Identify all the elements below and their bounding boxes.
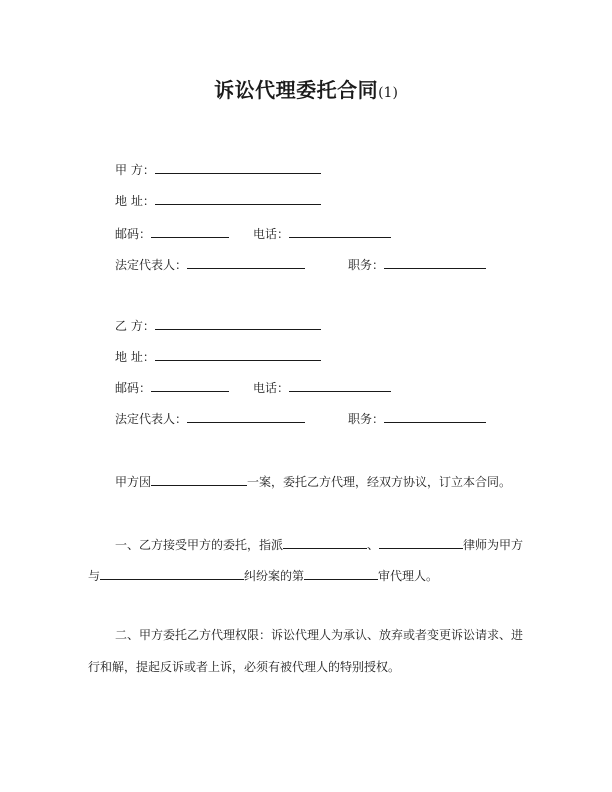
clause-1-line-1-suffix: 律师为甲方 — [463, 538, 524, 552]
party-b-phone-row — [253, 378, 391, 396]
opposing-party-blank[interactable] — [100, 566, 244, 580]
party-b-postcode-row — [115, 378, 229, 396]
party-b-postcode-blank[interactable] — [151, 378, 229, 392]
clause-1-line-2-prefix: 与 — [88, 569, 101, 583]
party-b-legal-rep-row — [115, 409, 305, 427]
party-a-address-row — [115, 191, 321, 209]
clause-2-line-2: 行和解，提起反诉或者上诉，必须有被代理人的特别授权。 — [88, 660, 401, 674]
party-b-address-row — [115, 347, 321, 365]
party-a-position-row — [348, 255, 486, 273]
party-b-phone-blank[interactable] — [289, 378, 391, 392]
party-a-legal-rep-row — [115, 255, 305, 273]
document-title — [0, 74, 612, 103]
party-a-address-label: 地 址： — [115, 194, 155, 208]
intro-prefix: 甲方因 — [115, 475, 152, 489]
party-a-position-blank[interactable] — [384, 255, 486, 269]
party-a-phone-blank[interactable] — [289, 224, 391, 238]
party-a-position-label: 职务： — [348, 258, 385, 272]
party-a-postcode-label: 邮码： — [115, 227, 152, 241]
clause-1-line-1 — [115, 535, 523, 553]
intro-suffix: 一案，委托乙方代理，经双方协议，订立本合同。 — [247, 475, 512, 489]
party-b-name-blank[interactable] — [155, 316, 321, 330]
clause-1-prefix: 一、乙方接受甲方的委托，指派 — [115, 538, 284, 552]
clause-1-separator: 、 — [367, 538, 380, 552]
clause-1-line-2 — [88, 566, 438, 584]
party-a-legal-rep-blank[interactable] — [187, 255, 305, 269]
clause-2-line-1: 二、甲方委托乙方代理权限：诉讼代理人为承认、放弃或者变更诉讼请求、进 — [115, 628, 524, 642]
clause-1-line-2-middle: 纠纷案的第 — [244, 569, 305, 583]
party-a-postcode-row — [115, 224, 229, 242]
party-a-name-blank[interactable] — [155, 160, 321, 174]
title-main: 诉讼代理委托合同 — [214, 78, 379, 102]
party-a-phone-label: 电话： — [253, 227, 290, 241]
party-a-phone-row — [253, 224, 391, 242]
lawyer-2-blank[interactable] — [379, 535, 463, 549]
party-a-name-label: 甲 方： — [115, 163, 155, 177]
case-name-blank[interactable] — [151, 472, 247, 486]
party-b-name-label: 乙 方： — [115, 319, 155, 333]
trial-instance-blank[interactable] — [304, 566, 378, 580]
party-b-address-blank[interactable] — [155, 347, 321, 361]
party-b-name-row — [115, 316, 321, 334]
lawyer-1-blank[interactable] — [283, 535, 367, 549]
party-b-phone-label: 电话： — [253, 381, 290, 395]
party-b-position-blank[interactable] — [384, 409, 486, 423]
clause-1-line-2-suffix: 审代理人。 — [378, 569, 439, 583]
party-b-position-row — [348, 409, 486, 427]
party-b-address-label: 地 址： — [115, 350, 155, 364]
intro-paragraph — [115, 472, 511, 490]
title-suffix: (1) — [378, 85, 398, 101]
party-a-name-row — [115, 160, 321, 178]
party-b-legal-rep-label: 法定代表人： — [115, 412, 188, 426]
party-b-position-label: 职务： — [348, 412, 385, 426]
party-b-legal-rep-blank[interactable] — [187, 409, 305, 423]
party-a-legal-rep-label: 法定代表人： — [115, 258, 188, 272]
party-a-postcode-blank[interactable] — [151, 224, 229, 238]
party-a-address-blank[interactable] — [155, 191, 321, 205]
party-b-postcode-label: 邮码： — [115, 381, 152, 395]
